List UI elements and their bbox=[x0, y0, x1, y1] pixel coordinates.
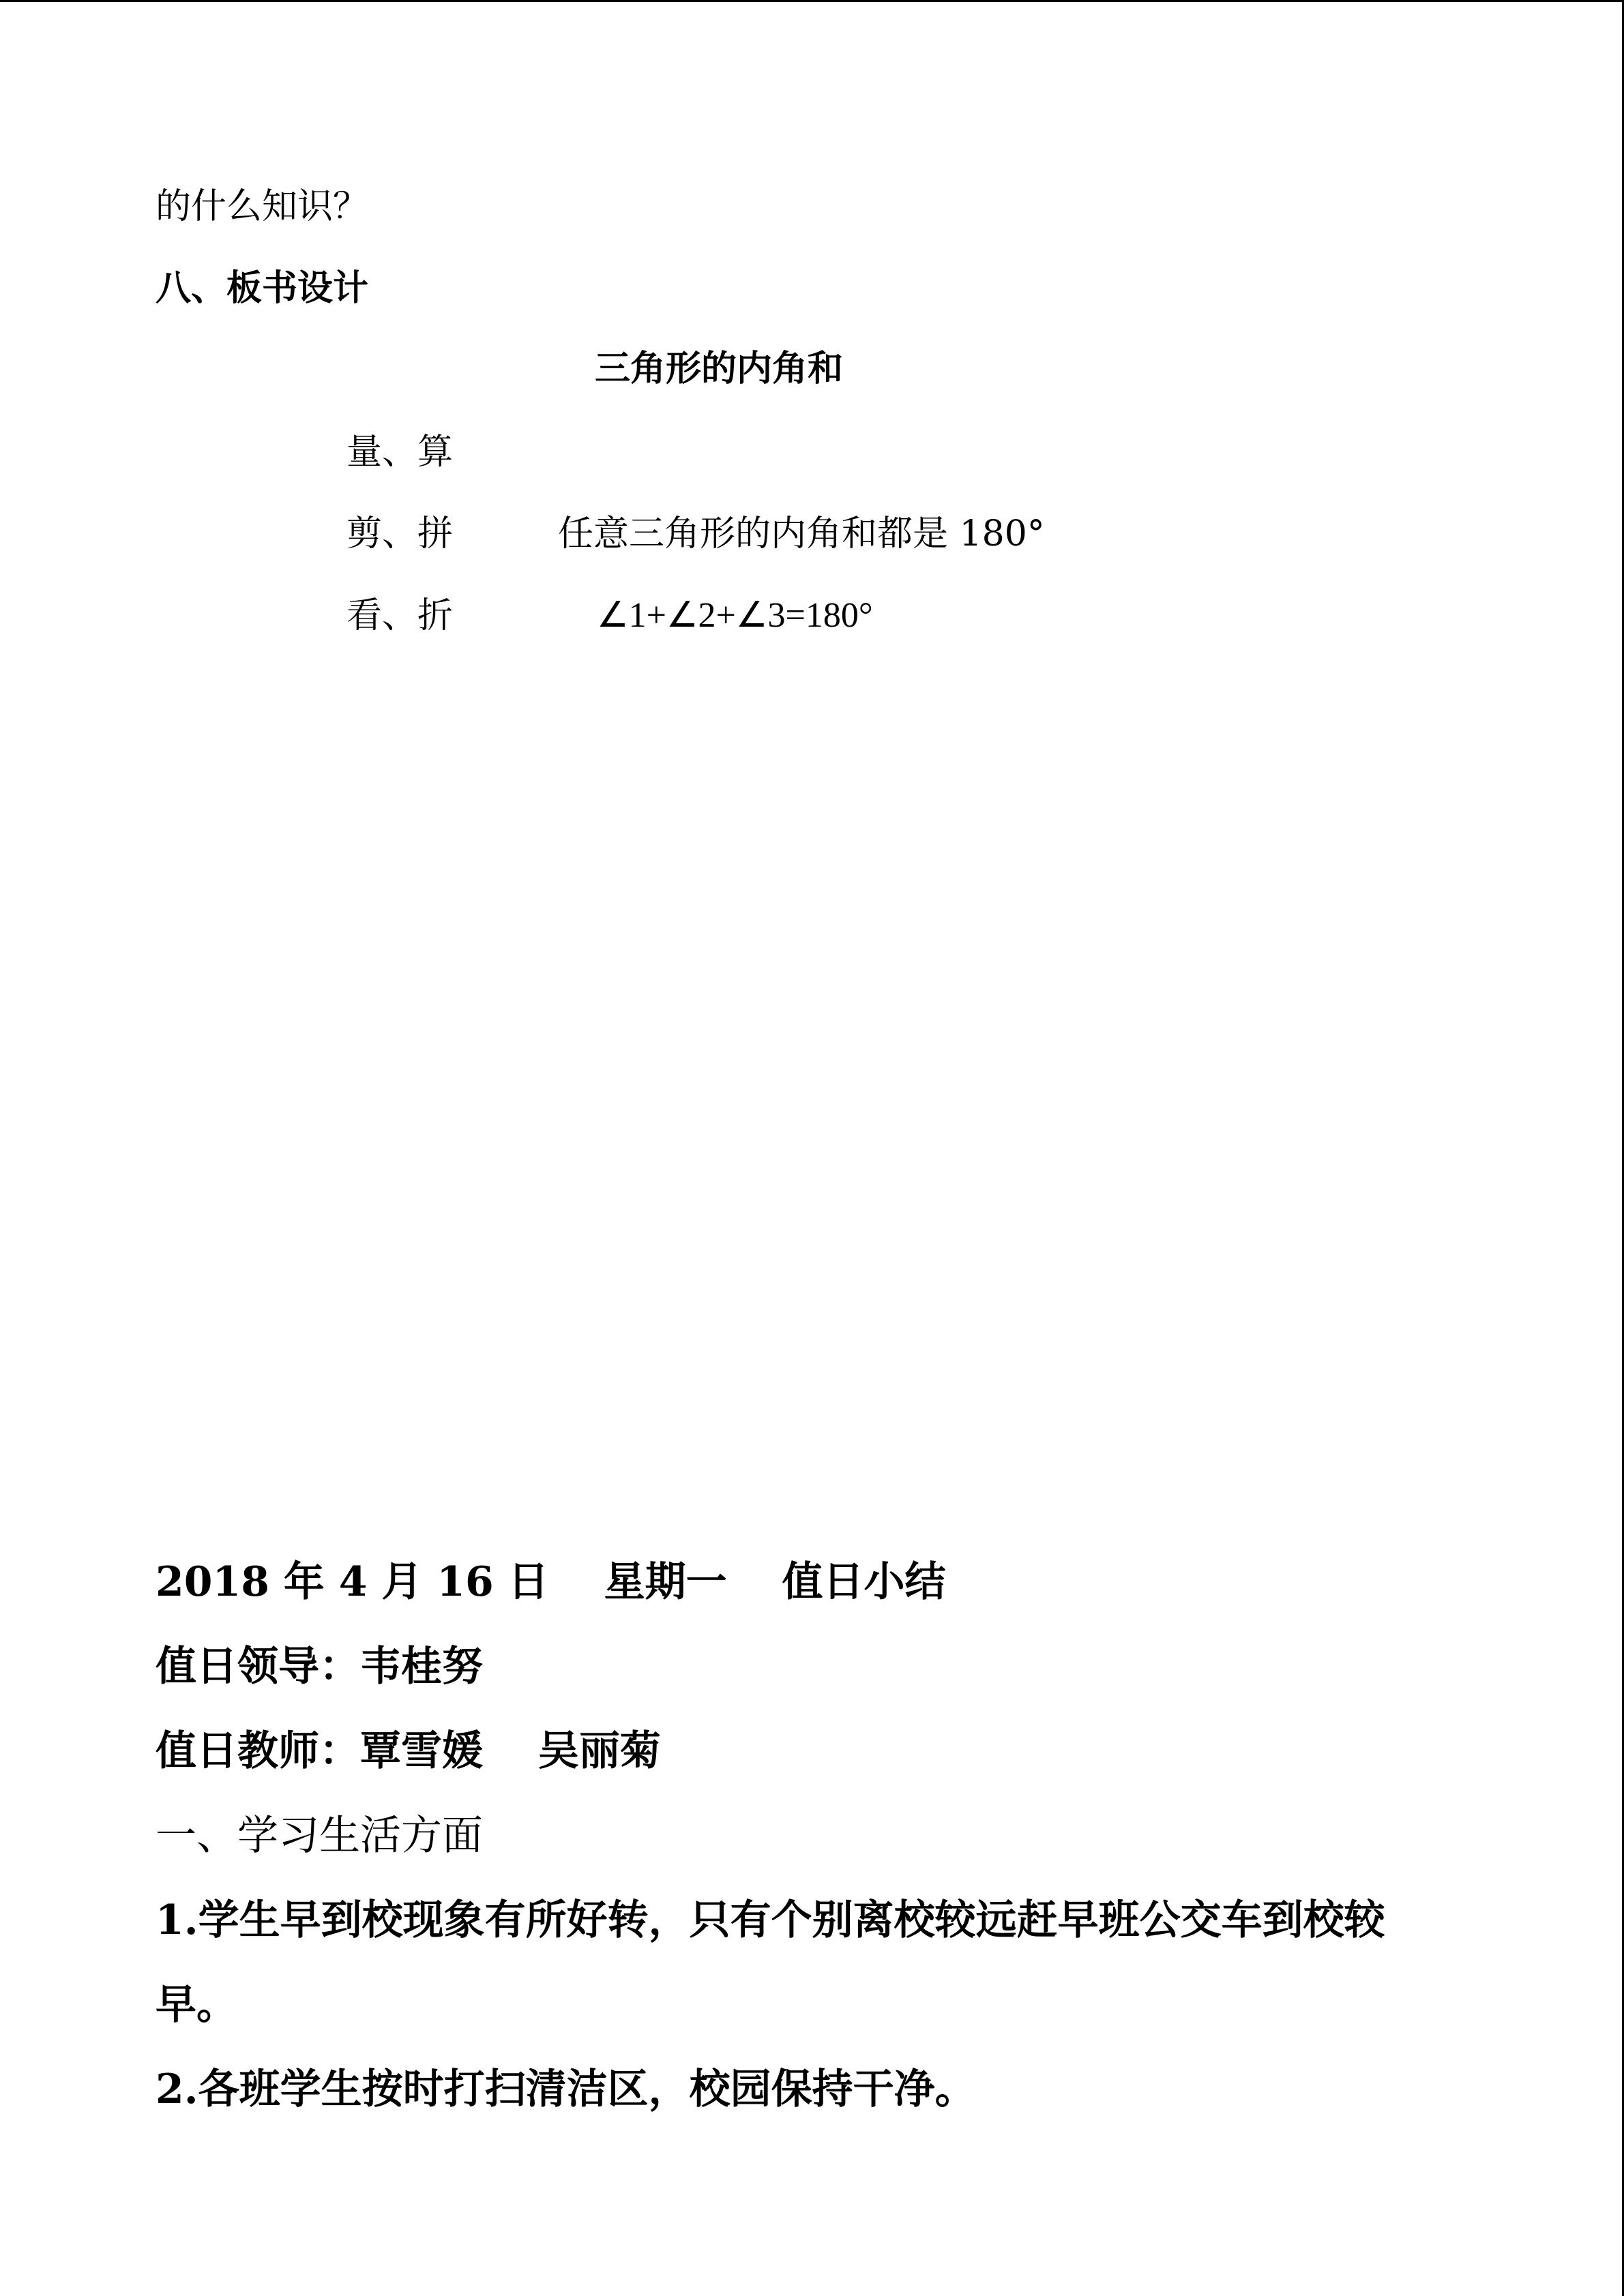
board-method-fold: 看、折 bbox=[346, 595, 454, 636]
board-method-measure: 量、算 bbox=[346, 432, 454, 473]
item-one-line2: 早。 bbox=[156, 1981, 237, 2029]
item-one-line1: 1.学生早到校现象有所好转，只有个别离校较远赶早班公交车到校较 bbox=[156, 1896, 1385, 1944]
board-method-cut: 剪、拼 bbox=[346, 513, 454, 554]
board-note-formula: ∠1+∠2+∠3=180° bbox=[597, 596, 873, 635]
duty-teachers: 值日教师：覃雪媛 吴丽菊 bbox=[156, 1727, 661, 1775]
section-heading: 八、板书设计 bbox=[156, 267, 369, 309]
section-one-heading: 一、学习生活方面 bbox=[156, 1812, 483, 1860]
item-two: 2.各班学生按时打扫清洁区，校园保持干净。 bbox=[156, 2066, 976, 2113]
board-title: 三角形的内角和 bbox=[595, 348, 844, 389]
board-note-sum: 任意三角形的内角和都是 180° bbox=[558, 513, 1045, 554]
duty-leader: 值日领导：韦桂努 bbox=[156, 1643, 483, 1690]
continuation-text: 的什么知识？ bbox=[156, 186, 369, 227]
page-top-border bbox=[0, 0, 1624, 2]
duty-summary-heading: 2018 年 4 月 16 日 星期一 值日小结 bbox=[156, 1558, 946, 1606]
